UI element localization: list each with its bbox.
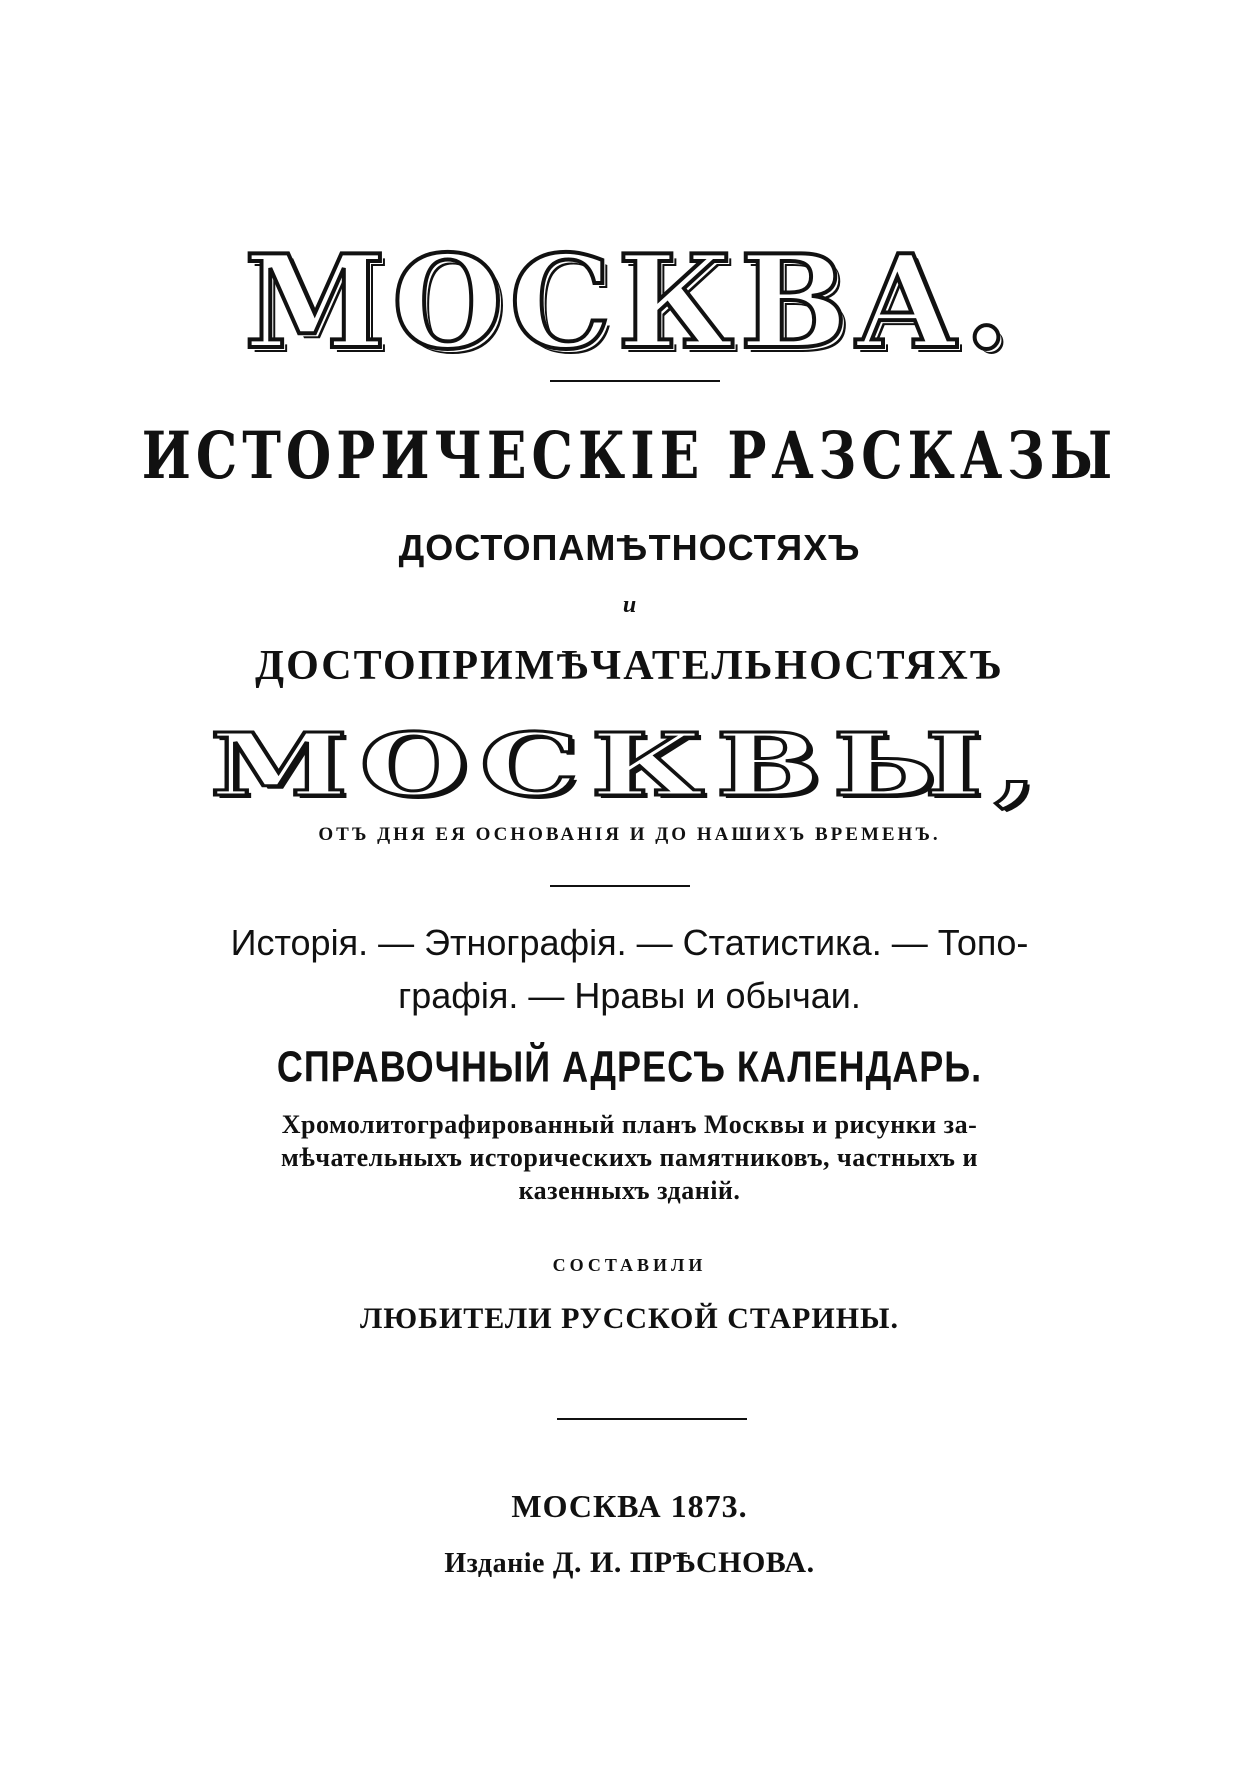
since-line: ОТЪ ДНЯ ЕЯ ОСНОВАНІЯ И ДО НАШИХЪ ВРЕМЕНЪ. — [318, 824, 941, 845]
topics-line-2: графія. — Нравы и обычаи. — [398, 975, 861, 1016]
description-line-1: Хромолитографированный планъ Москвы и рисунки за- — [281, 1110, 978, 1139]
topics-line-1: Исторія. — Этнографія. — Статистика. — Топо- — [230, 922, 1029, 963]
book-title — [0, 228, 1259, 378]
subtitle: ИСТОРИЧЕСКІЕ РАЗСКАЗЫ — [141, 418, 1118, 495]
subtitle-line-2: ДОСТОПАМѢТНОСТЯХЪ — [398, 527, 861, 568]
divider-rule — [550, 380, 720, 382]
divider-rule — [557, 1418, 747, 1420]
publisher — [0, 1546, 1259, 1580]
publisher-name: Д. И. ПРѢСНОВА. — [552, 1546, 815, 1579]
city-name: МОСКВЫ, — [209, 715, 1050, 816]
conjunction: и — [622, 592, 637, 618]
book-title-text: МОСКВА. — [244, 228, 1015, 378]
description-line-2: мѣчательныхъ историческихъ памятниковъ, частныхъ и — [281, 1143, 978, 1172]
description-line-3: казенныхъ зданій. — [518, 1176, 741, 1205]
calendar-heading: СПРАВОЧНЫЙ АДРЕСЪ КАЛЕНДАРЬ. — [276, 1042, 983, 1092]
divider-rule — [550, 885, 690, 887]
publisher-label: Изданіе — [444, 1548, 545, 1579]
subtitle-line-3: ДОСТОПРИМѢЧАТЕЛЬНОСТЯХЪ — [255, 643, 1004, 689]
authors: ЛЮБИТЕЛИ РУССКОЙ СТАРИНЫ. — [359, 1302, 899, 1335]
compiled-by: СОСТАВИЛИ — [552, 1255, 707, 1275]
imprint: МОСКВА 1873. — [511, 1488, 748, 1524]
